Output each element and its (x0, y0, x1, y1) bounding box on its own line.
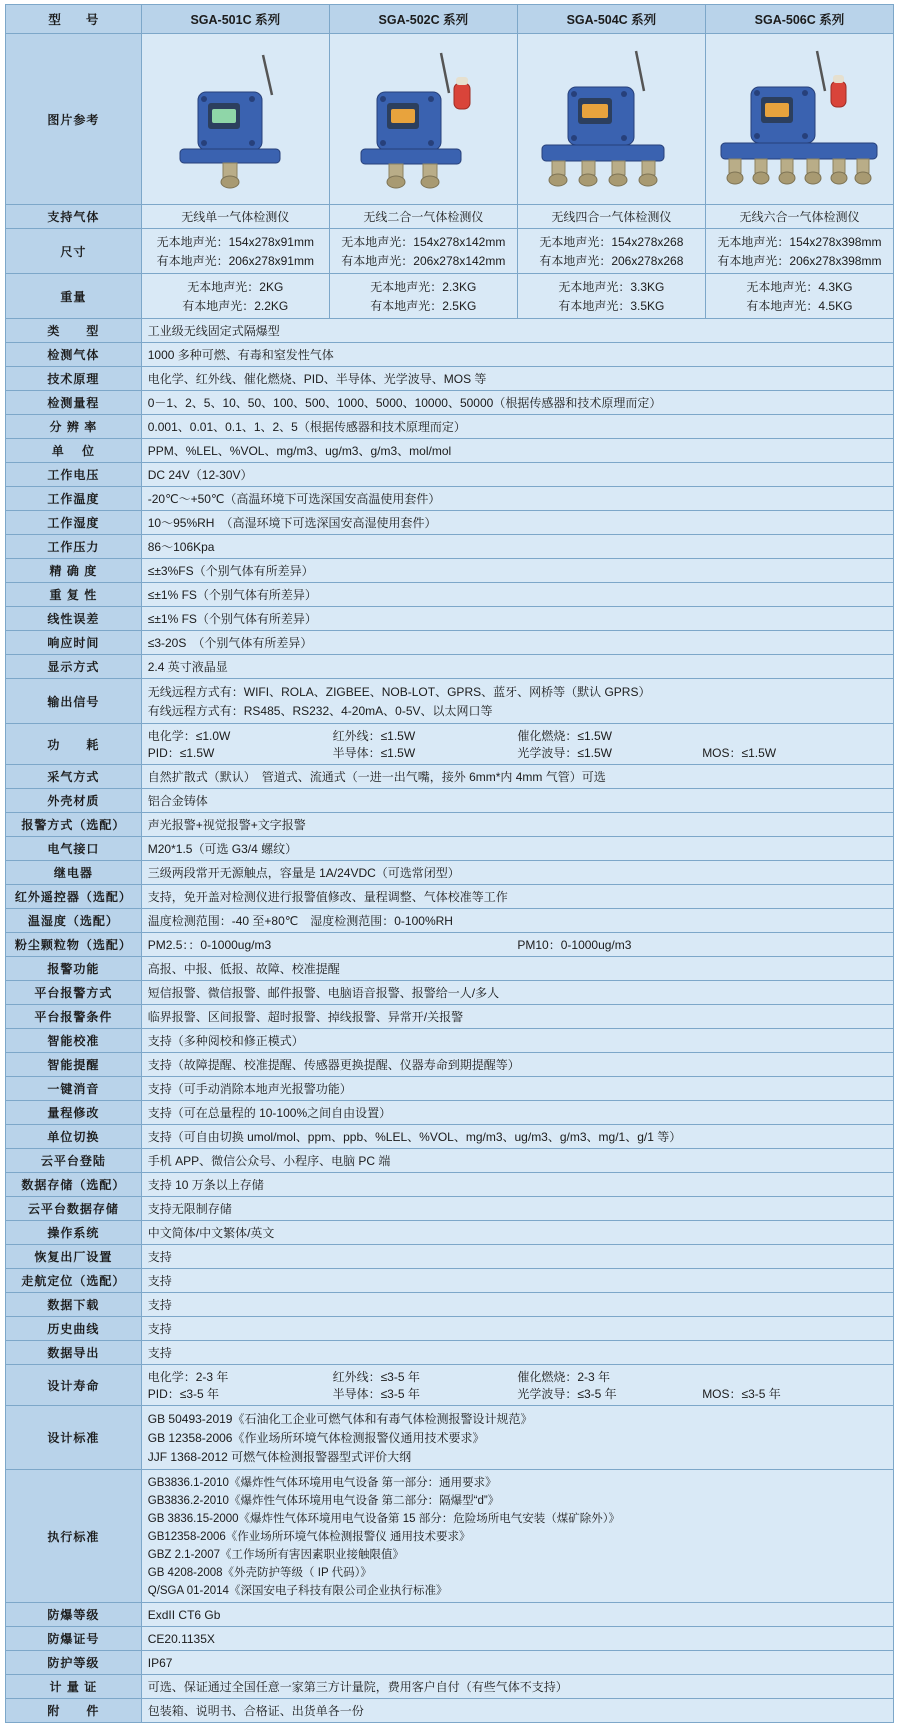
table-row-header (6, 5, 894, 34)
size-2-line-1: 无本地声光：154x278x142mm (341, 235, 506, 249)
table-row-size (6, 229, 894, 274)
row-label-data-export: 数据导出 (6, 1341, 142, 1365)
row-value-factory-reset: 支持 (141, 1245, 893, 1269)
table-row-work-pressure (6, 535, 894, 559)
row-label-design-standard: 设计标准 (6, 1406, 142, 1470)
row-value-data-storage: 支持 10 万条以上存储 (141, 1173, 893, 1197)
row-label-lifetime: 设计寿命 (6, 1365, 142, 1406)
power-line-1 (148, 727, 887, 744)
exec-std-line-3: GB 3836.15-2000《爆炸性气体环境用电气设备第 15 部分：危险场所电气安装（煤矿除外）》 (147, 1513, 620, 1525)
row-value-accessories: 包装箱、说明书、合格证、出货单各一份 (141, 1699, 893, 1723)
table-row-data-export (6, 1341, 894, 1365)
header-label: 型 号 (6, 5, 142, 34)
size-4-line-1: 无本地声光：154x278x398mm (717, 235, 882, 249)
row-label-navigation-positioning: 走航定位（选配） (6, 1269, 142, 1293)
row-label-os: 操作系统 (6, 1221, 142, 1245)
row-label-power: 功 耗 (6, 724, 142, 765)
table-row-ex-grade (6, 1603, 894, 1627)
row-label-relay: 继电器 (6, 861, 142, 885)
row-label-image-ref: 图片参考 (6, 34, 142, 205)
row-label-alarm-mode: 报警方式（选配） (6, 813, 142, 837)
support-gas-4: 无线六合一气体检测仪 (705, 205, 893, 229)
lifetime-line-2 (148, 1385, 887, 1402)
power-infrared: 红外线：≤1.5W (332, 729, 416, 743)
power-semiconductor: 半导体：≤1.5W (332, 746, 416, 760)
row-value-ir-remote: 支持，免开盖对检测仪进行报警值修改、量程调整、气体校准等工作 (141, 885, 893, 909)
power-mos: MOS：≤1.5W (702, 746, 777, 760)
table-row-smart-reminder (6, 1053, 894, 1077)
lifetime-mos: MOS：≤3-5 年 (702, 1387, 781, 1401)
table-row-detect-gas (6, 343, 894, 367)
row-label-unit: 单 位 (6, 439, 142, 463)
weight-3-line-1: 无本地声光：3.3KG (558, 280, 665, 294)
size-4 (705, 229, 893, 274)
row-value-data-download: 支持 (141, 1293, 893, 1317)
output-line-2: 有线远程方式有：RS485、RS232、4-20mA、0-5V、以太网口等 (147, 704, 493, 718)
size-2 (329, 229, 517, 274)
table-row-work-temp (6, 487, 894, 511)
row-label-electrical-port: 电气接口 (6, 837, 142, 861)
row-label-weight: 重量 (6, 274, 142, 319)
table-row-data-download (6, 1293, 894, 1317)
table-row-range (6, 391, 894, 415)
row-label-resolution: 分 辨 率 (6, 415, 142, 439)
row-label-platform-alarm-mode: 平台报警方式 (6, 981, 142, 1005)
lifetime-line-1 (148, 1368, 887, 1385)
row-label-voltage: 工作电压 (6, 463, 142, 487)
row-label-display: 显示方式 (6, 655, 142, 679)
weight-4 (705, 274, 893, 319)
table-row-display (6, 655, 894, 679)
row-label-linearity: 线性误差 (6, 607, 142, 631)
table-row-unit (6, 439, 894, 463)
row-label-sampling: 采气方式 (6, 765, 142, 789)
lifetime-infrared: 红外线：≤3-5 年 (332, 1370, 420, 1384)
size-1 (141, 229, 329, 274)
row-value-electrical-port: M20*1.5（可选 G3/4 螺纹） (141, 837, 893, 861)
spec-table (5, 4, 894, 1723)
row-label-cloud-login: 云平台登陆 (6, 1149, 142, 1173)
table-row-alarm-function (6, 957, 894, 981)
row-label-factory-reset: 恢复出厂设置 (6, 1245, 142, 1269)
lifetime-semiconductor: 半导体：≤3-5 年 (332, 1387, 420, 1401)
weight-2-line-2: 有本地声光：2.5KG (370, 299, 477, 313)
table-row-mute (6, 1077, 894, 1101)
row-label-accuracy: 精 确 度 (6, 559, 142, 583)
row-label-history-curve: 历史曲线 (6, 1317, 142, 1341)
table-row-ir-remote (6, 885, 894, 909)
row-value-platform-alarm-condition: 临界报警、区间报警、超时报警、掉线报警、异常开/关报警 (141, 1005, 893, 1029)
weight-3-line-2: 有本地声光：3.5KG (558, 299, 665, 313)
output-line-1: 无线远程方式有：WIFI、ROLA、ZIGBEE、NOB-LOT、GPRS、蓝牙、网桥等（默认 GPRS） (147, 685, 651, 699)
weight-2 (329, 274, 517, 319)
weight-3 (517, 274, 705, 319)
table-row-weight (6, 274, 894, 319)
row-label-platform-alarm-condition: 平台报警条件 (6, 1005, 142, 1029)
size-4-line-2: 有本地声光：206x278x398mm (717, 254, 882, 268)
lifetime-electrochemical: 电化学：2-3 年 (147, 1370, 229, 1384)
row-label-unit-switch: 单位切换 (6, 1125, 142, 1149)
row-value-accuracy: ≤±3%FS（个别气体有所差异） (141, 559, 893, 583)
row-value-voltage: DC 24V（12-30V） (141, 463, 893, 487)
size-1-line-1: 无本地声光：154x278x91mm (156, 235, 314, 249)
table-row-principle (6, 367, 894, 391)
detector-2-sensor-icon (341, 37, 506, 202)
table-row-electrical-port (6, 837, 894, 861)
weight-1-line-2: 有本地声光：2.2KG (182, 299, 289, 313)
size-3-line-1: 无本地声光：154x278x268 (539, 235, 684, 249)
table-row-navigation-positioning (6, 1269, 894, 1293)
table-row-type (6, 319, 894, 343)
dust-pm25: PM2.5：：0-1000ug/m3 (147, 938, 272, 952)
product-image-506c (705, 34, 893, 205)
exec-std-line-4: GB12358-2006《作业场所环境气体检测报警仪 通用技术要求》 (147, 1531, 471, 1543)
row-value-shell-material: 铝合金铸体 (141, 789, 893, 813)
row-value-smart-reminder: 支持（故障提醒、校准提醒、传感器更换提醒、仪器寿命到期提醒等） (141, 1053, 893, 1077)
table-row-cloud-login (6, 1149, 894, 1173)
row-value-repeatability: ≤±1% FS（个别气体有所差异） (141, 583, 893, 607)
row-label-work-humidity: 工作湿度 (6, 511, 142, 535)
weight-1-line-1: 无本地声光：2KG (187, 280, 284, 294)
table-row-lifetime (6, 1365, 894, 1406)
row-label-smart-calibration: 智能校准 (6, 1029, 142, 1053)
row-value-data-export: 支持 (141, 1341, 893, 1365)
row-value-sampling: 自然扩散式（默认） 管道式、流通式（一进一出气嘴，接外 6mm*内 4mm 气管）可选 (141, 765, 893, 789)
row-value-work-humidity: 10～95%RH （高湿环境下可选深国安高湿使用套件） (141, 511, 893, 535)
weight-4-line-2: 有本地声光：4.5KG (746, 299, 853, 313)
row-value-range-modify: 支持（可在总量程的 10-100%之间自由设置） (141, 1101, 893, 1125)
row-value-power (141, 724, 893, 765)
row-value-mute: 支持（可手动消除本地声光报警功能） (141, 1077, 893, 1101)
header-model-4: SGA-506C 系列 (705, 5, 893, 34)
row-label-dust: 粉尘颗粒物（选配） (6, 933, 142, 957)
row-value-design-standard (141, 1406, 893, 1470)
exec-std-line-5: GBZ 2.1-2007《工作场所有害因素职业接触限值》 (147, 1549, 404, 1561)
row-label-support-gas: 支持气体 (6, 205, 142, 229)
exec-std-line-1: GB3836.1-2010《爆炸性气体环境用电气设备 第一部分：通用要求》 (147, 1477, 497, 1489)
row-label-size: 尺寸 (6, 229, 142, 274)
row-label-shell-material: 外壳材质 (6, 789, 142, 813)
row-label-work-pressure: 工作压力 (6, 535, 142, 559)
table-row-image (6, 34, 894, 205)
header-model-3: SGA-504C 系列 (517, 5, 705, 34)
row-value-alarm-mode: 声光报警+视觉报警+文字报警 (141, 813, 893, 837)
weight-1 (141, 274, 329, 319)
table-row-dust (6, 933, 894, 957)
table-row-accuracy (6, 559, 894, 583)
size-3-line-2: 有本地声光：206x278x268 (539, 254, 684, 268)
table-row-platform-alarm-mode (6, 981, 894, 1005)
row-value-type: 工业级无线固定式隔爆型 (141, 319, 893, 343)
design-std-line-3: JJF 1368-2012 可燃气体检测报警器型式评价大纲 (147, 1450, 412, 1464)
row-label-work-temp: 工作温度 (6, 487, 142, 511)
row-value-smart-calibration: 支持（多种阅校和修正模式） (141, 1029, 893, 1053)
power-blank (702, 727, 887, 744)
table-row-voltage (6, 463, 894, 487)
table-row-metrology-cert (6, 1675, 894, 1699)
power-optical: 光学波导：≤1.5W (517, 746, 612, 760)
row-value-ip-grade: IP67 (141, 1651, 893, 1675)
table-row-resolution (6, 415, 894, 439)
row-value-temp-humidity: 温度检测范围：-40 至+80℃ 湿度检测范围：0-100%RH (141, 909, 893, 933)
table-row-cloud-storage (6, 1197, 894, 1221)
product-image-504c (517, 34, 705, 205)
table-row-sampling (6, 765, 894, 789)
row-label-smart-reminder: 智能提醒 (6, 1053, 142, 1077)
row-value-unit-switch: 支持（可自由切换 umol/mol、ppm、ppb、%LEL、%VOL、mg/m3、ug/m3、g/m3、mg/1、g/1 等） (141, 1125, 893, 1149)
dust-pm10: PM10：0-1000ug/m3 (517, 938, 632, 952)
power-electrochemical: 电化学：≤1.0W (147, 729, 231, 743)
lifetime-optical: 光学波导：≤3-5 年 (517, 1387, 617, 1401)
row-label-exec-standard: 执行标准 (6, 1470, 142, 1603)
row-label-output-signal: 输出信号 (6, 679, 142, 724)
row-value-exec-standard (141, 1470, 893, 1603)
row-value-cloud-storage: 支持无限制存储 (141, 1197, 893, 1221)
row-label-alarm-function: 报警功能 (6, 957, 142, 981)
row-label-ir-remote: 红外遥控器（选配） (6, 885, 142, 909)
table-row-exec-standard (6, 1470, 894, 1603)
table-row-repeatability (6, 583, 894, 607)
table-row-ex-cert (6, 1627, 894, 1651)
row-value-metrology-cert: 可选、保证通过全国任意一家第三方计量院，费用客户自付（有些气体不支持） (141, 1675, 893, 1699)
table-row-range-modify (6, 1101, 894, 1125)
lifetime-pid: PID：≤3-5 年 (147, 1387, 220, 1401)
row-value-dust (141, 933, 893, 957)
row-value-relay: 三级两段常开无源触点，容量是 1A/24VDC（可选常闭型） (141, 861, 893, 885)
table-row-os (6, 1221, 894, 1245)
table-row-temp-humidity (6, 909, 894, 933)
table-row-ip-grade (6, 1651, 894, 1675)
table-row-output-signal (6, 679, 894, 724)
row-value-navigation-positioning: 支持 (141, 1269, 893, 1293)
header-model-2: SGA-502C 系列 (329, 5, 517, 34)
table-row-linearity (6, 607, 894, 631)
exec-std-line-6: GB 4208-2008《外壳防护等级（ IP 代码）》 (147, 1567, 372, 1579)
detector-6-sensor-icon (709, 37, 889, 202)
weight-4-line-1: 无本地声光：4.3KG (746, 280, 853, 294)
row-value-response-time: ≤3-20S （个别气体有所差异） (141, 631, 893, 655)
table-row-platform-alarm-condition (6, 1005, 894, 1029)
row-value-cloud-login: 手机 APP、微信公众号、小程序、电脑 PC 端 (141, 1149, 893, 1173)
row-label-principle: 技术原理 (6, 367, 142, 391)
row-label-data-storage: 数据存储（选配） (6, 1173, 142, 1197)
power-line-2 (148, 744, 887, 761)
row-value-work-temp: -20℃～+50℃（高温环境下可选深国安高温使用套件） (141, 487, 893, 511)
row-value-ex-cert: CE20.1135X (141, 1627, 893, 1651)
row-label-ex-cert: 防爆证号 (6, 1627, 142, 1651)
product-image-501c (141, 34, 329, 205)
table-row-support-gas (6, 205, 894, 229)
design-std-line-1: GB 50493-2019《石油化工企业可燃气体和有毒气体检测报警设计规范》 (147, 1412, 533, 1426)
table-row-smart-calibration (6, 1029, 894, 1053)
power-pid: PID：≤1.5W (147, 746, 215, 760)
support-gas-1: 无线单一气体检测仪 (141, 205, 329, 229)
row-label-range-modify: 量程修改 (6, 1101, 142, 1125)
support-gas-2: 无线二合一气体检测仪 (329, 205, 517, 229)
size-1-line-2: 有本地声光：206x278x91mm (156, 254, 314, 268)
row-value-ex-grade: ExdII CT6 Gb (141, 1603, 893, 1627)
size-2-line-2: 有本地声光：206x278x142mm (341, 254, 506, 268)
detector-4-sensor-icon (524, 37, 699, 202)
row-label-ip-grade: 防护等级 (6, 1651, 142, 1675)
row-label-response-time: 响应时间 (6, 631, 142, 655)
detector-1-sensor-icon (160, 37, 310, 202)
size-3 (517, 229, 705, 274)
row-label-accessories: 附 件 (6, 1699, 142, 1723)
row-label-cloud-storage: 云平台数据存储 (6, 1197, 142, 1221)
table-row-response-time (6, 631, 894, 655)
row-value-unit: PPM、%LEL、%VOL、mg/m3、ug/m3、g/m3、mol/mol (141, 439, 893, 463)
row-value-display: 2.4 英寸液晶显 (141, 655, 893, 679)
table-row-alarm-mode (6, 813, 894, 837)
row-value-platform-alarm-mode: 短信报警、微信报警、邮件报警、电脑语音报警、报警给一人/多人 (141, 981, 893, 1005)
row-value-output-signal (141, 679, 893, 724)
lifetime-blank (702, 1368, 887, 1385)
table-row-history-curve (6, 1317, 894, 1341)
row-value-history-curve: 支持 (141, 1317, 893, 1341)
weight-2-line-1: 无本地声光：2.3KG (370, 280, 477, 294)
row-label-repeatability: 重 复 性 (6, 583, 142, 607)
table-row-factory-reset (6, 1245, 894, 1269)
row-label-temp-humidity: 温湿度（选配） (6, 909, 142, 933)
row-value-detect-gas: 1000 多种可燃、有毒和窒发性气体 (141, 343, 893, 367)
row-label-metrology-cert: 计 量 证 (6, 1675, 142, 1699)
row-value-linearity: ≤±1% FS（个别气体有所差异） (141, 607, 893, 631)
header-model-1: SGA-501C 系列 (141, 5, 329, 34)
table-row-unit-switch (6, 1125, 894, 1149)
lifetime-catalytic: 催化燃烧：2-3 年 (517, 1370, 611, 1384)
row-value-work-pressure: 86～106Kpa (141, 535, 893, 559)
row-value-principle: 电化学、红外线、催化燃烧、PID、半导体、光学波导、MOS 等 (141, 367, 893, 391)
row-value-range: 0－1、2、5、10、50、100、500、1000、5000、10000、50000（根据传感器和技术原理而定） (141, 391, 893, 415)
product-image-502c (329, 34, 517, 205)
row-label-ex-grade: 防爆等级 (6, 1603, 142, 1627)
table-row-power (6, 724, 894, 765)
row-value-resolution: 0.001、0.01、0.1、1、2、5（根据传感器和技术原理而定） (141, 415, 893, 439)
table-row-shell-material (6, 789, 894, 813)
table-row-work-humidity (6, 511, 894, 535)
row-label-detect-gas: 检测气体 (6, 343, 142, 367)
row-value-os: 中文简体/中文繁体/英文 (141, 1221, 893, 1245)
table-row-design-standard (6, 1406, 894, 1470)
row-value-alarm-function: 高报、中报、低报、故障、校准提醒 (141, 957, 893, 981)
table-row-relay (6, 861, 894, 885)
row-label-data-download: 数据下载 (6, 1293, 142, 1317)
table-row-accessories (6, 1699, 894, 1723)
table-row-data-storage (6, 1173, 894, 1197)
exec-std-line-7: Q/SGA 01-2014《深国安电子科技有限公司企业执行标准》 (147, 1585, 448, 1597)
support-gas-3: 无线四合一气体检测仪 (517, 205, 705, 229)
power-catalytic: 催化燃烧：≤1.5W (517, 729, 612, 743)
row-label-mute: 一键消音 (6, 1077, 142, 1101)
row-value-lifetime (141, 1365, 893, 1406)
design-std-line-2: GB 12358-2006《作业场所环境气体检测报警仪通用技术要求》 (147, 1431, 485, 1445)
row-label-range: 检测量程 (6, 391, 142, 415)
row-label-type: 类 型 (6, 319, 142, 343)
exec-std-line-2: GB3836.2-2010《爆炸性气体环境用电气设备 第二部分：隔爆型“d”》 (147, 1495, 500, 1507)
